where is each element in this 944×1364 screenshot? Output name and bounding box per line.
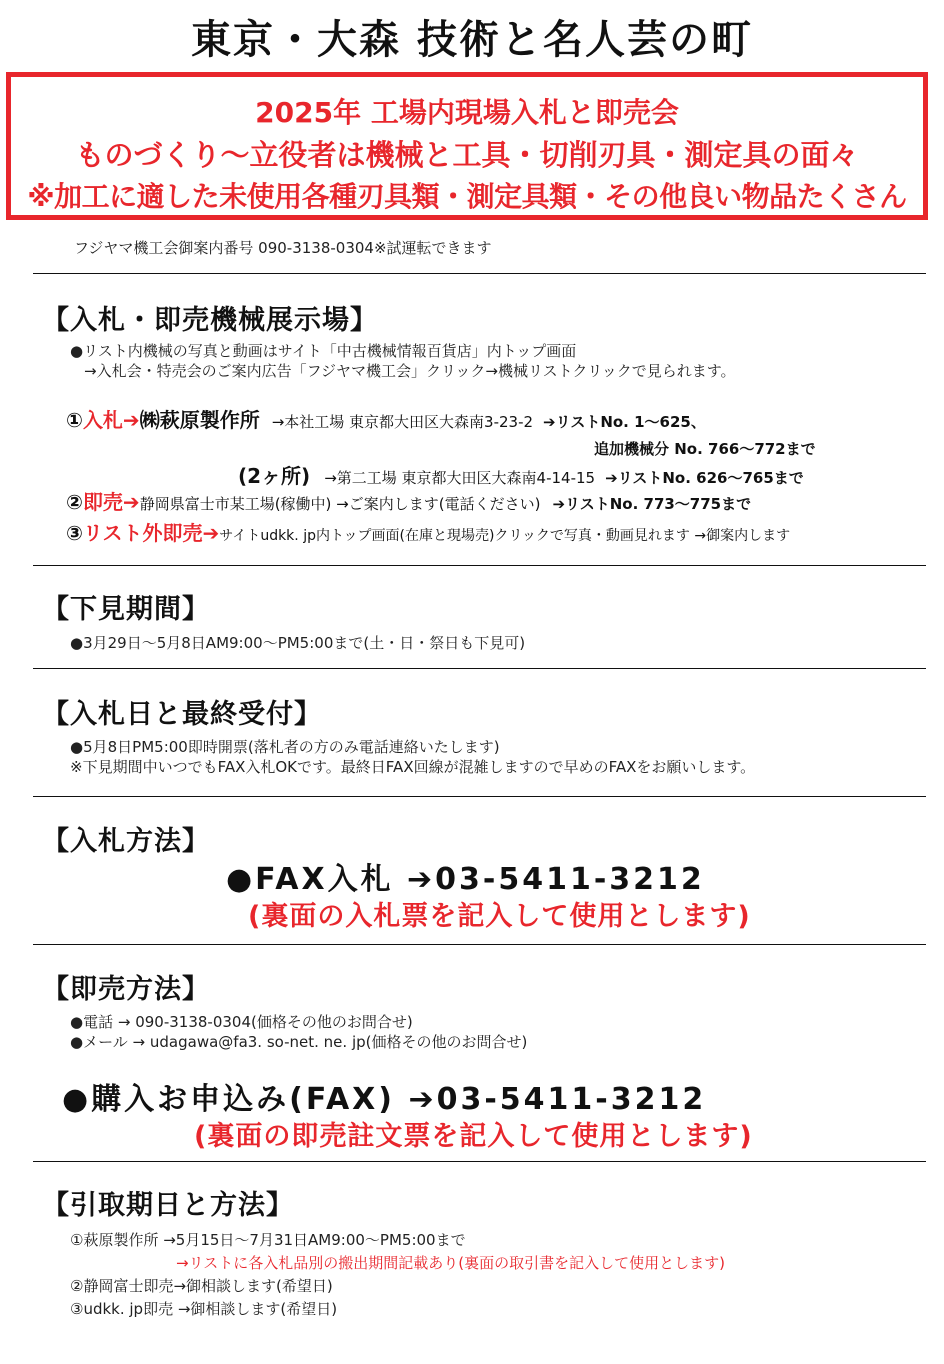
item-2-site: 静岡県富士市某工場(稼働中) →ご案内します(電話ください) (139, 495, 541, 513)
divider (33, 668, 926, 669)
divider (33, 944, 926, 945)
banner-line-3: ※加工に適した未使用各種刃具類・測定具類・その他良い物品たくさん (27, 180, 907, 213)
section-heading-venue: 【入札・即売機械展示場】 (42, 305, 378, 336)
banner-line-1: 2025年 工場内現場入札と即売会 (255, 96, 679, 129)
section-heading-bid-date: 【入札日と最終受付】 (42, 699, 322, 730)
bid-fax-note: (裏面の入札票を記入して使用とします) (248, 901, 751, 932)
item-3-text: サイトudkk. jp内トップ画面(在庫と現場売)クリックで写真・動画見れます →御案内します (219, 528, 791, 544)
section-heading-pickup: 【引取期日と方法】 (42, 1190, 294, 1221)
venue-note-2: →入札会・特売会のご案内広告「フジヤマ機工会」クリック→機械リストクリックで見られます。 (84, 362, 736, 380)
item-1-tag: 入札➔ (82, 408, 140, 432)
pickup-line-2: ②静岡富士即売→御相談します(希望日) (70, 1277, 333, 1295)
item-2-number: ② (66, 490, 83, 514)
divider (33, 273, 926, 274)
venue-item-1 (66, 404, 706, 433)
preview-period: ●3月29日～5月8日AM9:00～PM5:00まで(土・日・祭日も下見可) (70, 634, 526, 652)
item-3-number: ③ (66, 521, 83, 545)
venue-note-1: ●リスト内機械の写真と動画はサイト「中古機械情報百貨店」内トップ画面 (70, 342, 577, 360)
item-1-site: →本社工場 東京都大田区大森南3-23-2 (271, 413, 534, 431)
pickup-line-3: ③udkk. jp即売 →御相談します(希望日) (70, 1300, 338, 1318)
sale-email: ●メール → udagawa@fa3. so-net. ne. jp(価格その他のお問合せ) (70, 1033, 528, 1051)
section-heading-sale-method: 【即売方法】 (42, 974, 210, 1005)
venue-item-3 (66, 517, 790, 546)
sale-fax-note: (裏面の即売註文票を記入して使用とします) (194, 1121, 753, 1152)
section-heading-bid-method: 【入札方法】 (42, 826, 210, 857)
bid-fax-number: ●FAX入札 ➔03-5411-3212 (226, 862, 705, 897)
item-1b-list: ➔リストNo. 626～765まで (605, 469, 804, 487)
contact-number: フジヤマ機工会御案内番号 090-3138-0304※試運転できます (74, 239, 492, 257)
pickup-line-1: ①萩原製作所 →5月15日～7月31日AM9:00～PM5:00まで (70, 1231, 466, 1249)
venue-item-1b (238, 460, 804, 489)
bid-date-text-2: ※下見期間中いつでもFAX入札OKです。最終日FAX回線が混雑しますので早めのFAXをお願いします。 (70, 758, 756, 776)
item-1b-count: (2ヶ所) (238, 464, 311, 488)
bid-date-text-1: ●5月8日PM5:00即時開票(落札者の方のみ電話連絡いたします) (70, 738, 500, 756)
item-1-list: ➔リストNo. 1～625、 (543, 413, 706, 431)
item-1-extra: 追加機械分 No. 766～772まで (594, 440, 816, 458)
item-1-number: ① (66, 408, 83, 432)
item-2-list: ➔リストNo. 773～775まで (552, 495, 752, 513)
divider (33, 796, 926, 797)
section-heading-preview: 【下見期間】 (42, 594, 210, 625)
item-3-tag: リスト外即売➔ (82, 521, 220, 545)
sale-fax-number: ●購入お申込み(FAX) ➔03-5411-3212 (62, 1082, 707, 1117)
divider (33, 565, 926, 566)
venue-item-2 (66, 486, 751, 515)
item-1-company: ㈱萩原製作所 (139, 408, 260, 432)
banner-line-2: ものづくり～立役者は機械と工具・切削刃具・測定具の面々 (75, 138, 859, 172)
item-1b-site: →第二工場 東京都大田区大森南4-14-15 (324, 469, 596, 487)
pickup-line-1-note: →リストに各入札品別の搬出期間記載あり(裏面の取引書を記入して使用とします) (176, 1254, 725, 1272)
page-title: 東京・大森 技術と名人芸の町 (191, 17, 753, 63)
event-banner (6, 72, 928, 220)
item-2-tag: 即売➔ (82, 490, 140, 514)
sale-phone: ●電話 → 090-3138-0304(価格その他のお問合せ) (70, 1013, 413, 1031)
divider (33, 1161, 926, 1162)
